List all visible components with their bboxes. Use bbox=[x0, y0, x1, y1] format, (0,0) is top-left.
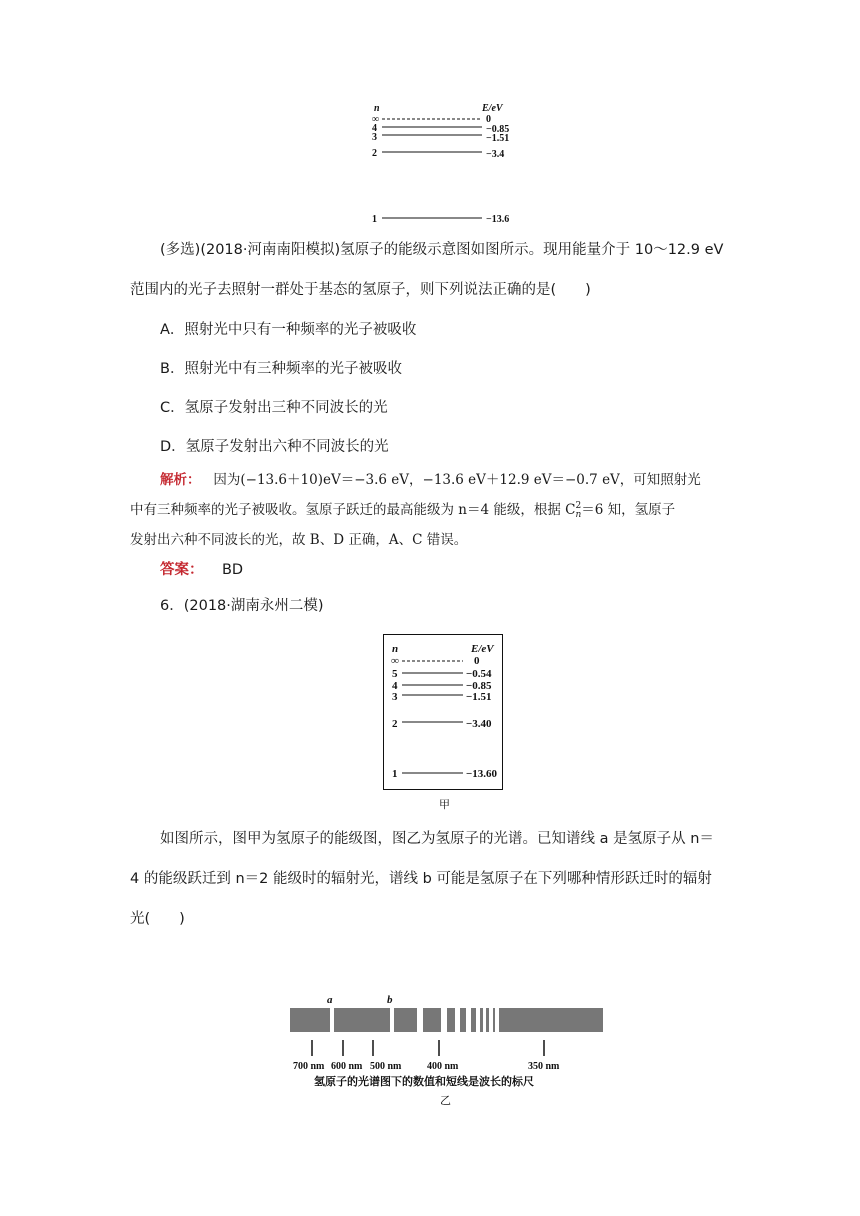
scale-label-600: 600 nm bbox=[331, 1061, 363, 1072]
answer-value: BD bbox=[221, 562, 244, 578]
spectrum-band bbox=[471, 1008, 476, 1032]
level-4-n: 4 bbox=[372, 123, 377, 134]
e-header: E/eV bbox=[482, 103, 503, 114]
q5-solution-line3: 发射出六种不同波长的光，故 B、D 正确，A、C 错误。 bbox=[130, 532, 468, 548]
q5-stem-line2: 范围内的光子去照射一群处于基态的氢原子，则下列说法正确的是( ) bbox=[130, 282, 591, 298]
spectral-line-b-label: b bbox=[387, 994, 393, 1006]
level-2-e: −3.4 bbox=[486, 149, 505, 160]
diagram-caption-yi: 乙 bbox=[440, 1094, 451, 1107]
scale-label-500: 500 nm bbox=[370, 1061, 402, 1072]
spectrum-band bbox=[460, 1008, 466, 1032]
level-2-e: −3.40 bbox=[466, 718, 492, 730]
solution-text-2a: 中有三种频率的光子被吸收。氢原子跃迁的最高能级为 n＝4 能级，根据 C bbox=[130, 502, 576, 518]
level-3-e: −1.51 bbox=[466, 691, 492, 703]
q6-title: 6．(2018·湖南永州二模) bbox=[160, 598, 324, 614]
q5-option-d: D．氢原子发射出六种不同波长的光 bbox=[160, 439, 389, 455]
spectrum-band bbox=[499, 1008, 603, 1032]
spectrum-band bbox=[394, 1008, 417, 1032]
level-5-n: 5 bbox=[392, 668, 398, 680]
wavelength-scale-ticks bbox=[312, 1040, 544, 1056]
combination-subscript: n bbox=[575, 509, 582, 520]
level-1-n: 1 bbox=[372, 214, 377, 225]
q5-solution-line2 bbox=[130, 496, 675, 524]
energy-level-diagram-jia bbox=[383, 634, 503, 816]
solution-text-2b: ＝6 知，氢原子 bbox=[581, 502, 676, 518]
spectrum-bands bbox=[290, 1008, 603, 1032]
spectrum-band bbox=[486, 1008, 489, 1032]
answer-label: 答案： bbox=[160, 562, 204, 578]
q5-solution-line1 bbox=[160, 466, 701, 494]
q5-option-b: B．照射光中有三种频率的光子被吸收 bbox=[160, 361, 402, 377]
q6-stem-line2: 4 的能级跃迁到 n＝2 能级时的辐射光，谱线 b 可能是氢原子在下列哪种情形跃迁时的辐射 bbox=[130, 871, 712, 887]
level-inf-n: ∞ bbox=[391, 655, 399, 667]
level-2-n: 2 bbox=[392, 718, 398, 730]
level-3-n: 3 bbox=[372, 132, 377, 143]
hydrogen-spectrum-diagram bbox=[286, 990, 610, 1108]
level-4-e: −0.85 bbox=[466, 680, 492, 692]
solution-text-1: 因为(−13.6＋10)eV＝−3.6 eV，−13.6 eV＋12.9 eV＝−0.7 eV，可知照射光 bbox=[213, 472, 701, 488]
level-inf-e: 0 bbox=[486, 114, 491, 125]
level-3-n: 3 bbox=[392, 691, 398, 703]
scale-label-350: 350 nm bbox=[528, 1061, 560, 1072]
spectrum-note: 氢原子的光谱图下的数值和短线是波长的标尺 bbox=[314, 1075, 534, 1088]
spectrum-band bbox=[334, 1008, 390, 1032]
energy-level-diagram-1 bbox=[360, 100, 540, 230]
q6-stem-line3: 光( ) bbox=[130, 911, 185, 927]
spectrum-band bbox=[480, 1008, 483, 1032]
level-2-n: 2 bbox=[372, 148, 377, 159]
level-5-e: −0.54 bbox=[466, 668, 492, 680]
spectrum-band bbox=[290, 1008, 330, 1032]
q5-option-a: A．照射光中只有一种频率的光子被吸收 bbox=[160, 322, 417, 338]
level-inf-n: ∞ bbox=[372, 114, 380, 125]
scale-label-400: 400 nm bbox=[427, 1061, 459, 1072]
n-header: n bbox=[392, 643, 399, 655]
level-1-n: 1 bbox=[392, 768, 398, 780]
q6-stem-line1: 如图所示，图甲为氢原子的能级图，图乙为氢原子的光谱。已知谱线 a 是氢原子从 n＝ bbox=[160, 831, 714, 847]
spectrum-band bbox=[493, 1008, 495, 1032]
q5-answer bbox=[160, 560, 243, 580]
diagram-frame bbox=[384, 635, 503, 790]
combination-superscript: 2 bbox=[575, 500, 582, 511]
diagram-caption-jia: 甲 bbox=[439, 798, 450, 811]
q5-stem-line1: (多选)(2018·河南南阳模拟)氢原子的能级示意图如图所示。现用能量介于 10～12.9 eV bbox=[160, 242, 724, 258]
level-3-e: −1.51 bbox=[486, 133, 510, 144]
spectral-line-a-label: a bbox=[327, 994, 333, 1006]
scale-label-700: 700 nm bbox=[293, 1061, 325, 1072]
spectrum-band bbox=[423, 1008, 441, 1032]
level-4-e: −0.85 bbox=[486, 124, 510, 135]
n-header: n bbox=[374, 103, 380, 114]
solution-label: 解析： bbox=[160, 472, 201, 488]
spectrum-band bbox=[447, 1008, 455, 1032]
e-header: E/eV bbox=[471, 643, 494, 655]
q5-option-c: C．氢原子发射出三种不同波长的光 bbox=[160, 400, 388, 416]
level-1-e: −13.60 bbox=[466, 768, 498, 780]
level-4-n: 4 bbox=[392, 680, 398, 692]
level-1-e: −13.6 bbox=[486, 214, 510, 225]
level-inf-e: 0 bbox=[474, 655, 480, 667]
